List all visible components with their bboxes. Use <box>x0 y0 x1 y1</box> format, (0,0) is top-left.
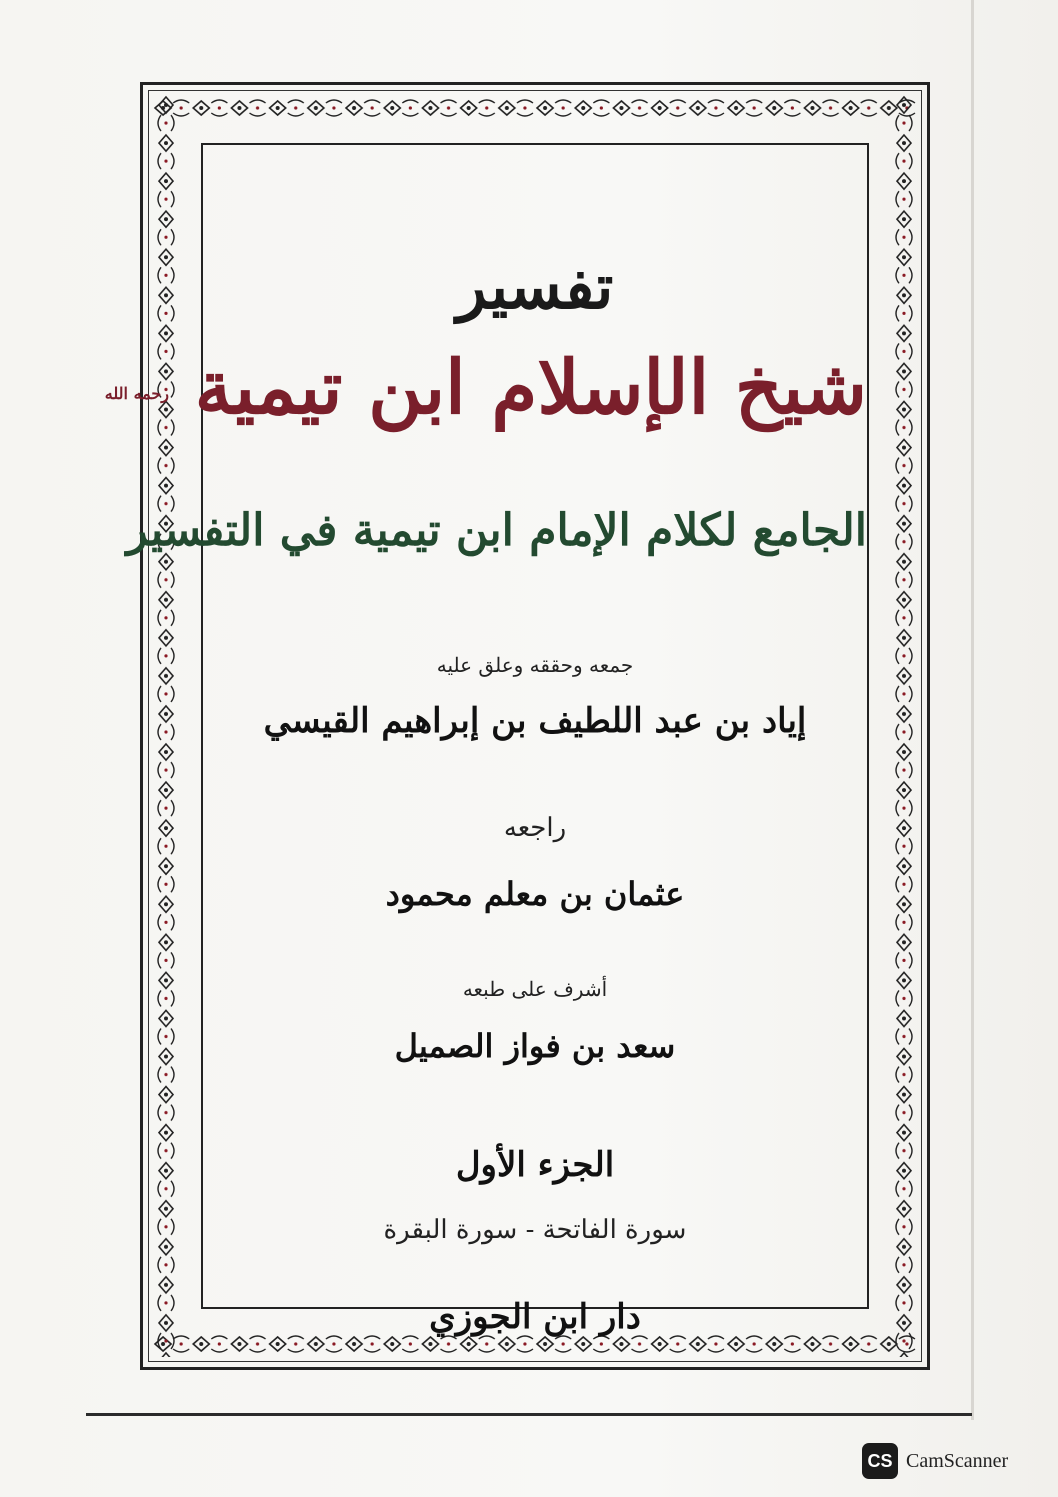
reviewer-name: عثمان بن معلم محمود <box>385 875 685 913</box>
ornament-band-right <box>889 95 919 1357</box>
camscanner-label: CamScanner <box>906 1450 1009 1472</box>
camscanner-logo-icon: CS <box>862 1443 898 1479</box>
title-area <box>104 143 869 1337</box>
supervisor-name: سعد بن فواز الصميل <box>394 1027 676 1065</box>
compiled-label: جمعه وحققه وعلق عليه <box>436 653 634 677</box>
subtitle: الجامع لكلام الإمام ابن تيمية في التفسير <box>126 505 867 556</box>
ornamental-frame <box>104 82 930 1370</box>
page-edge <box>971 0 974 1420</box>
ornament-band-left <box>151 95 181 1357</box>
author-name: إياد بن عبد اللطيف بن إبراهيم القيسي <box>263 701 807 741</box>
volume-label: الجزء الأول <box>455 1145 615 1185</box>
main-title <box>104 345 867 431</box>
surah-range: سورة الفاتحة - سورة البقرة <box>383 1215 687 1245</box>
publisher-name: دار ابن الجوزي <box>429 1297 641 1337</box>
main-title-text: شيخ الإسلام ابن تيمية <box>194 345 867 431</box>
supervised-label: أشرف على طبعه <box>462 977 608 1001</box>
reviewed-label: راجعه <box>503 813 567 843</box>
title-prefix: تفسير <box>456 250 614 323</box>
honorific: رحمه الله <box>104 384 170 403</box>
ornament-band-top <box>153 93 917 123</box>
bottom-rule <box>86 1413 972 1416</box>
